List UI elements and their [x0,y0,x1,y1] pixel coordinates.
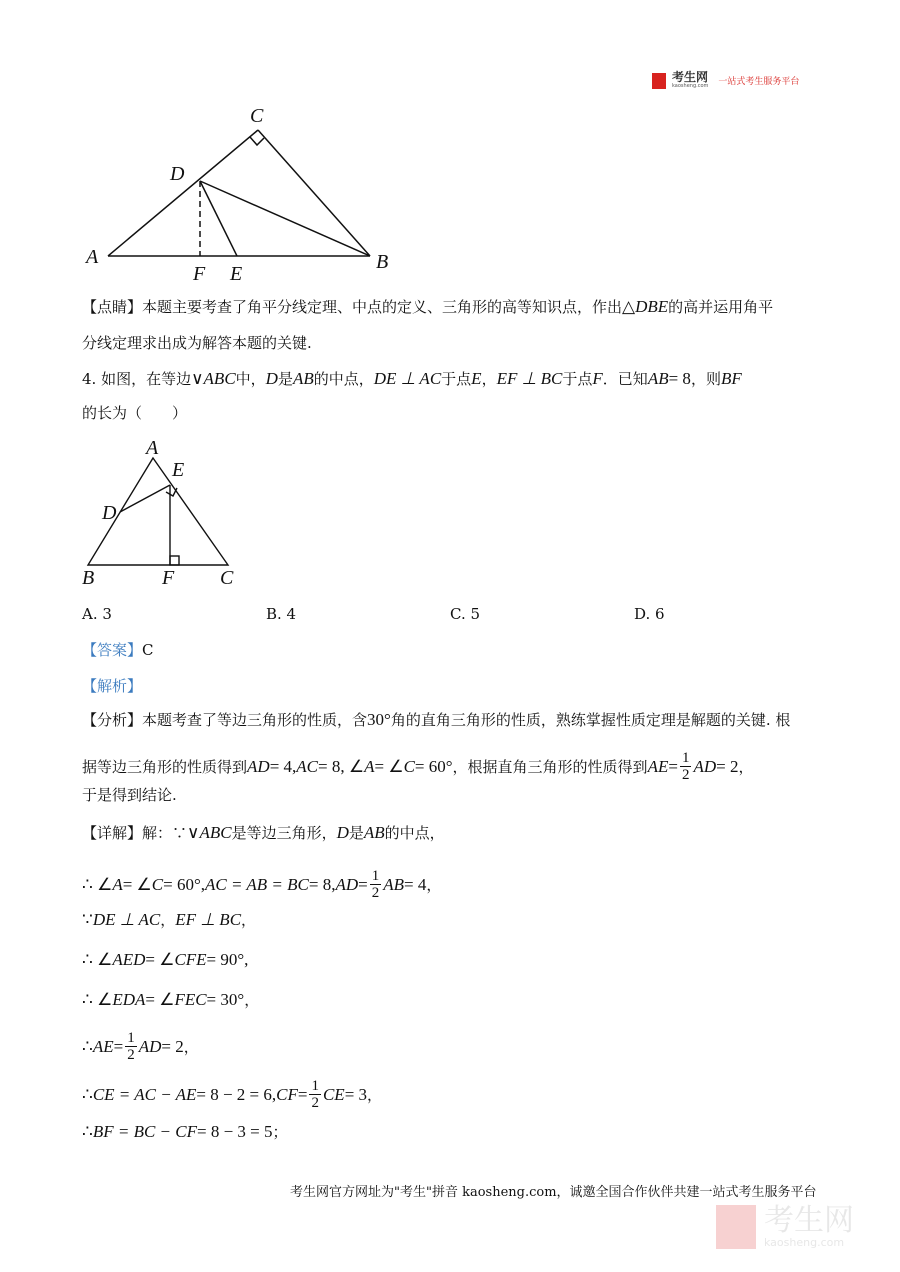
text-segment: = ∠ [145,990,175,1009]
footer: 考生网官方网址为"考生"拼音 kaosheng.com，诚邀全国合作伙伴共建一站式考生服务平台 [290,1185,817,1200]
text-segment: C [142,641,154,659]
watermark-logo [716,1202,854,1249]
answer-option: C. 5 [450,605,481,623]
text-segment: ∴ ∠ [82,990,113,1009]
watermark-icon [716,1205,756,1249]
text-segment: ．已知 [602,370,648,388]
figure-triangle-abc-right-angle [0,0,420,290]
math-text: C [151,874,164,894]
solution-line [82,1122,288,1142]
text-segment: 30° [367,710,391,729]
watermark-sub: kaosheng.com [764,1235,845,1249]
solution-line [82,950,248,970]
text-segment: ，根据直角三角形的性质得到 [452,757,648,776]
text-segment: 的中点， [313,370,374,388]
denominator: 2 [311,1095,319,1111]
text-segment: ； [272,1123,288,1141]
text-segment: 【分析】本题考查了等边三角形的性质，含 [82,711,368,729]
solution-line [82,1078,382,1111]
text-segment: ， [426,875,442,894]
text-segment: = 8 [668,369,691,388]
math-text: DE ⊥ AC [92,910,161,929]
text-segment: = 8 − 2 = 6, [196,1084,277,1104]
text-segment: = [668,756,678,776]
logo [672,72,708,89]
math-text: A [364,756,375,776]
text-segment: 是 [348,824,364,842]
solution-line [82,785,177,805]
slogan: 一站式考生服务平台 [718,77,800,87]
math-text: FEC [174,990,207,1009]
text-segment: = ∠ [145,950,175,969]
text-segment: = 2 [716,756,739,776]
text-segment: 4. 如图，在等边 [82,370,192,388]
answer-option: A. 3 [82,605,112,623]
text-segment: = 8 − 3 = 5 [197,1122,273,1141]
numerator: 1 [127,1030,135,1046]
math-text: CE [322,1084,345,1104]
text-segment: ， [738,757,754,776]
numerator: 1 [311,1078,319,1094]
label-c: C [250,105,264,127]
math-text: AB [292,369,314,388]
text-segment: = 60° [414,756,453,776]
text-segment: = 4, [269,756,297,776]
math-text: A [112,874,123,894]
answer-option: D. 6 [634,605,665,623]
solution-line [82,823,445,843]
text-segment: 【解析】 [82,677,143,695]
solution-line [82,710,790,730]
label-e: E [230,263,243,285]
figure-equilateral-triangle [0,430,260,590]
math-text: ABC [199,823,232,842]
answer-line [82,640,154,660]
text-segment: 据等边三角形的性质得到 [82,757,248,776]
math-text: AC [296,756,319,776]
text-segment: 于是得到结论. [82,786,177,804]
text-segment: 于点 [441,370,472,388]
math-text: CFE [174,950,207,969]
text-segment: = [297,1084,308,1104]
text-segment: 角的直角三角形的性质，熟练掌握性质定理是解题的关键. 根 [390,711,791,729]
text-segment: = [358,874,368,894]
logo-text: 考生网 [672,70,709,84]
site-header [652,72,799,89]
text-segment: 中， [235,370,266,388]
text-segment: 的长为（ ） [82,404,188,422]
text-segment: 【答案】 [82,641,143,659]
math-text: AB [383,874,405,894]
solution-line [82,868,441,901]
math-text: AE [647,756,669,776]
text-segment: ∴ ∠ [82,950,113,969]
math-text: BF = BC − CF [92,1122,197,1141]
math-text: AC = AB = BC [205,874,309,894]
text-segment: = 4 [404,874,427,894]
solution-line [82,750,753,783]
text-segment: △ [622,297,636,316]
denominator: 2 [681,767,690,783]
analysis-heading [82,676,142,696]
text-segment: 的高并运用角平 [668,298,774,316]
math-text: D [336,823,349,842]
math-text: E [471,369,482,388]
text-segment: 分线定理求出成为解答本题的关键. [82,334,312,352]
fraction [125,1030,137,1063]
math-text: AB [647,369,669,388]
label-b: B [82,567,95,589]
text-segment: = ∠ [374,756,404,776]
label-c: C [220,567,234,589]
label-d: D [170,163,185,185]
solution-line [82,990,259,1010]
solution-line [82,1030,199,1063]
answer-option: B. 4 [266,605,297,623]
math-text: AE [92,1036,114,1056]
paragraph-line [82,333,312,353]
text-segment: = ∠ [122,874,152,894]
math-text: EF ⊥ BC [496,369,563,388]
label-a: A [146,437,159,459]
text-segment: 于点 [562,370,593,388]
label-d: D [102,502,117,524]
math-text: EF ⊥ BC [175,910,242,929]
math-text: CF [276,1084,298,1104]
math-text: CE = AC − AE [92,1084,197,1104]
math-text: EDA [112,990,146,1009]
text-segment: 是等边三角形， [231,824,337,842]
denominator: 2 [127,1047,135,1063]
text-segment: = 60°, [163,874,206,894]
text-segment: ∴ [82,1084,93,1104]
text-segment: ∴ ∠ [82,874,113,894]
text-segment: 的中点， [384,824,445,842]
fraction [370,868,382,901]
label-b: B [376,251,389,273]
fraction [680,750,692,783]
text-segment: = 8, ∠ [318,756,365,776]
math-text: AD [247,756,270,776]
text-segment: 【详解】解：∵ [82,824,188,842]
text-segment: ， [241,911,257,929]
text-segment: ∨ [187,823,200,842]
text-segment: 是 [277,370,293,388]
text-segment: ， [244,991,260,1009]
math-text: AB [363,823,385,842]
math-text: DE ⊥ AC [373,369,442,388]
math-text: BF [720,369,742,388]
math-text: ABC [203,369,236,388]
numerator: 1 [371,868,380,884]
paragraph-line [82,403,187,423]
denominator: 2 [371,885,380,901]
text-segment: 【点睛】本题主要考查了角平分线定理、中点的定义、三角形的高等知识点，作出 [82,298,623,316]
math-text: AD [693,756,717,776]
label-f: F [193,263,206,285]
math-text: D [265,369,278,388]
text-segment: ∴ [82,1122,93,1141]
text-segment: ∴ [82,1036,93,1056]
text-segment: = 90°, [206,950,249,969]
text-segment: ， [183,1037,199,1056]
paragraph-line [82,297,773,317]
text-segment: ，则 [690,370,721,388]
solution-line [82,910,256,930]
numerator: 1 [681,750,690,766]
math-text: AD [138,1036,162,1056]
text-segment: = 30° [206,990,245,1009]
paragraph-line [82,369,742,389]
text-segment: = 2 [161,1036,184,1056]
logo-sub: kaosheng.com [672,83,709,89]
logo-icon [652,73,666,89]
text-segment: = 3 [344,1084,368,1104]
text-segment: ∨ [191,369,204,388]
fraction [309,1078,321,1111]
text-segment: ， [367,1085,383,1104]
label-f: F [162,567,175,589]
label-a: A [86,246,99,268]
text-segment: = 8, [308,874,336,894]
text-segment: ∵ [82,910,93,929]
math-text: C [403,756,415,776]
text-segment: ， [160,911,176,929]
math-text: AD [335,874,359,894]
math-text: F [592,369,603,388]
math-text: DBE [635,297,669,316]
text-segment: ， [481,370,497,388]
math-text: AED [112,950,146,969]
watermark-text: 考生网 [764,1202,854,1238]
label-e: E [172,459,185,481]
text-segment: = [113,1036,124,1056]
